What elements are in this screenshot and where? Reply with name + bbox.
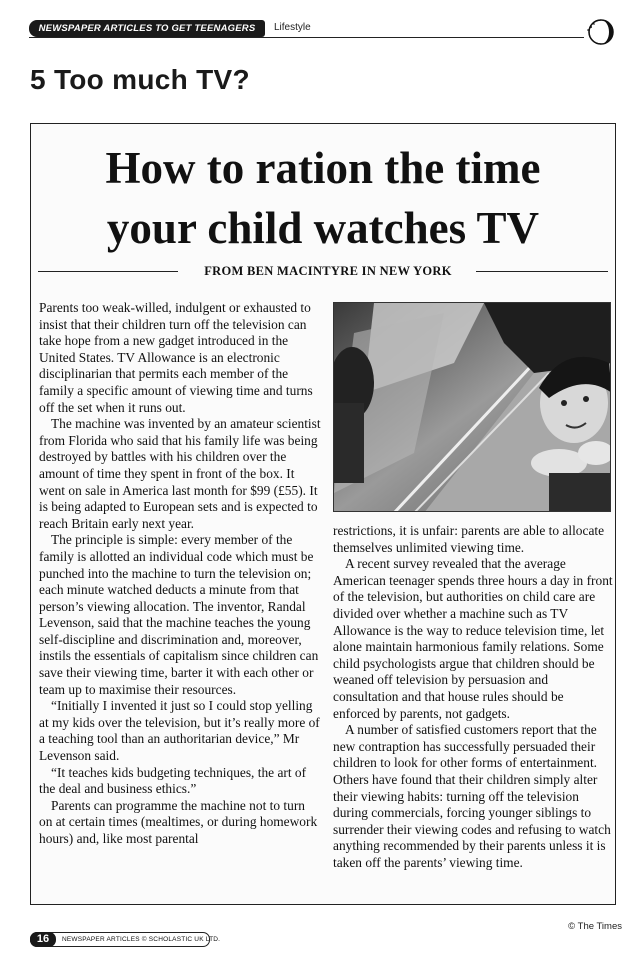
paragraph: “Initially I invented it just so I could stop yelling at my kids over the television, but it’s really more of a teaching tool than an authoritarian device,” Mr Levenson said. <box>39 698 320 764</box>
section-title: 5 Too much TV? <box>30 64 250 95</box>
footer-copyright: NEWSPAPER ARTICLES © SCHOLASTIC UK LTD. <box>62 936 221 943</box>
paragraph: A recent survey revealed that the average American teenager spends three hours a day in front of the television, but authorities on child care are divided over whether a machine such as TV Allowance is the way to reduce television time, let alone maintain harmonious family relations. Some child psychologists argue that children should be weaned off television by persuasion and consultation and that house rules should be enforced by parents, not gadgets. <box>333 556 613 721</box>
section-label: Lifestyle <box>274 22 311 33</box>
byline-rule-right <box>476 271 608 272</box>
byline: FROM BEN MACINTYRE IN NEW YORK <box>204 264 452 278</box>
headline-line-1: How to ration the time <box>105 143 541 193</box>
paragraph: restrictions, it is unfair: parents are able to allocate themselves unlimited viewing time. <box>333 523 605 555</box>
byline-rule-left <box>38 271 178 272</box>
paragraph: A number of satisfied customers report that the new contraption has successfully persuaded their children to look for other forms of entertainment. Others have found that their children simply alter their viewing habits: turning off the television during commercials, forcing younger siblings to surrender their viewing codes and refusing to watch anything recommended by their parents unless it is taken off the parents’ viewing time. <box>333 722 611 870</box>
source-credit: © The Times <box>568 921 622 932</box>
article-photo <box>333 302 611 512</box>
article-column-left <box>39 300 321 848</box>
page-number: 16 <box>30 932 56 947</box>
paragraph: The machine was invented by an amateur scientist from Florida who said that his family life was being destroyed by battles with his children over the amount of time they spent in front of the box. It went on sale in America last month for $99 (£55). It is being adapted to European sets and is expected to reach Britain early next year. <box>39 416 321 531</box>
paragraph: Parents can programme the machine not to turn on at certain times (mealtimes, or during homework hours) and, like most parental <box>39 797 318 846</box>
paragraph: The principle is simple: every member of the family is allotted an individual code which must be punched into the machine to turn the television on; each minute watched deducts a minute from that person’s viewing allocation. The inventor, Randal Levenson, said that the machine teaches the young self-discipline and discrimination and, moreover, instils the essentials of capitalism since children can save their viewing time, barter it with each other or team up to maximise their resources. <box>39 532 319 697</box>
article-headline <box>34 138 612 258</box>
half-moon-logo-icon <box>575 18 623 46</box>
paragraph: “It teaches kids budgeting techniques, the art of the deal and business ethics.” <box>39 764 307 797</box>
headline-line-2: your child watches TV <box>106 203 540 253</box>
byline-row <box>38 262 608 280</box>
child-watching-tv-photo-icon <box>334 303 611 512</box>
header-rule <box>29 37 584 38</box>
book-title-tab: NEWSPAPER ARTICLES TO GET TEENAGERS TALKING <box>29 20 265 37</box>
paragraph: Parents too weak-willed, indulgent or exhausted to insist that their children turn off the television can take hope from a new gadget introduced in the United States. TV Allowance is an electronic disciplinarian that permits each member of the family a specific amount of viewing time and turns off the set when it runs out. <box>39 300 313 415</box>
article-column-right <box>333 523 613 871</box>
